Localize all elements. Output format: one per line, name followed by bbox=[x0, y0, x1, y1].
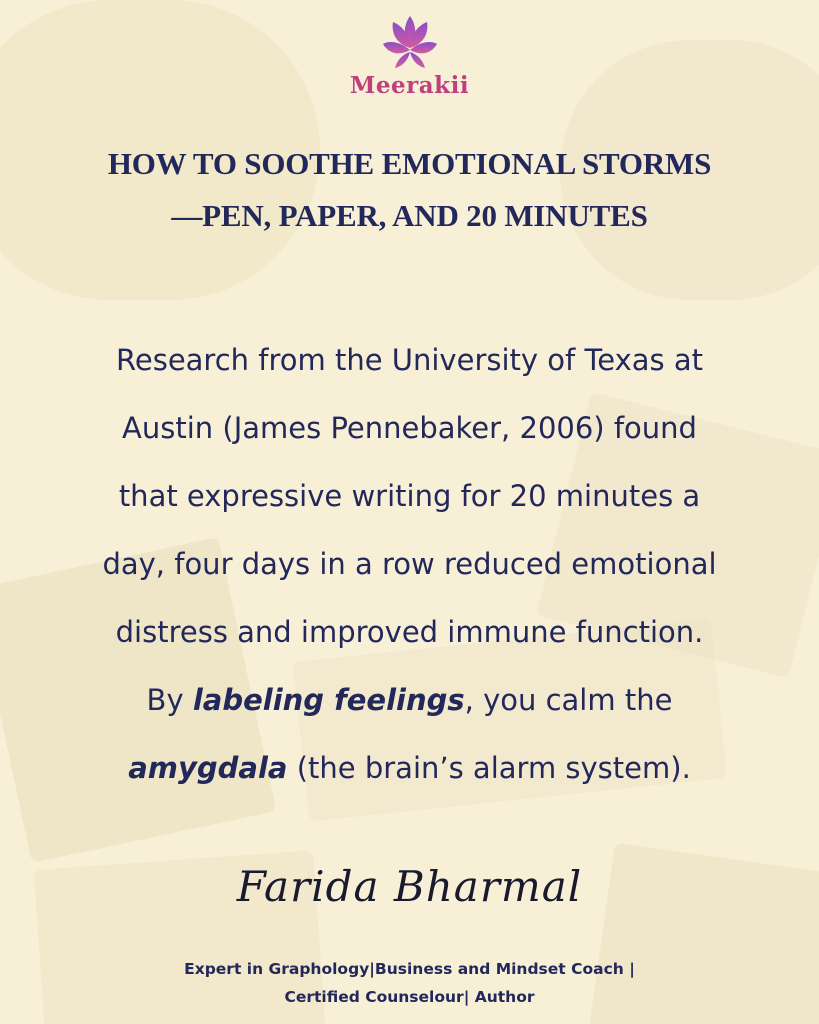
body-line-5: distress and improved immune function. bbox=[115, 615, 704, 649]
title-line-2: —PEN, PAPER, AND 20 MINUTES bbox=[171, 198, 648, 233]
author-signature: Farida Bharmal bbox=[236, 862, 583, 911]
emphasis-labeling-feelings: labeling feelings bbox=[192, 683, 465, 717]
emphasis-amygdala: amygdala bbox=[128, 751, 288, 785]
body-line-6-prefix: By bbox=[146, 683, 193, 717]
credentials-line-2: Certified Counselour| Author bbox=[284, 988, 535, 1006]
author-credentials bbox=[0, 955, 819, 1011]
brand-logo bbox=[0, 14, 819, 99]
body-line-1: Research from the University of Texas at bbox=[116, 343, 703, 377]
title-line-1: HOW TO SOOTHE EMOTIONAL STORMS bbox=[107, 146, 712, 181]
body-text bbox=[20, 326, 799, 802]
body-line-6 bbox=[20, 666, 799, 734]
page-title bbox=[20, 138, 799, 242]
body-line-7 bbox=[20, 734, 799, 802]
body-line-2: Austin (James Pennebaker, 2006) found bbox=[122, 411, 697, 445]
brand-name: Meerakii bbox=[349, 72, 470, 99]
lotus-icon bbox=[381, 14, 439, 70]
body-line-7-suffix: (the brain’s alarm system). bbox=[287, 751, 691, 785]
body-line-4: day, four days in a row reduced emotional bbox=[102, 547, 717, 581]
body-line-3: that expressive writing for 20 minutes a bbox=[118, 479, 701, 513]
body-line-6-suffix: , you calm the bbox=[464, 683, 673, 717]
credentials-line-1: Expert in Graphology|Business and Mindset Coach | bbox=[184, 960, 635, 978]
